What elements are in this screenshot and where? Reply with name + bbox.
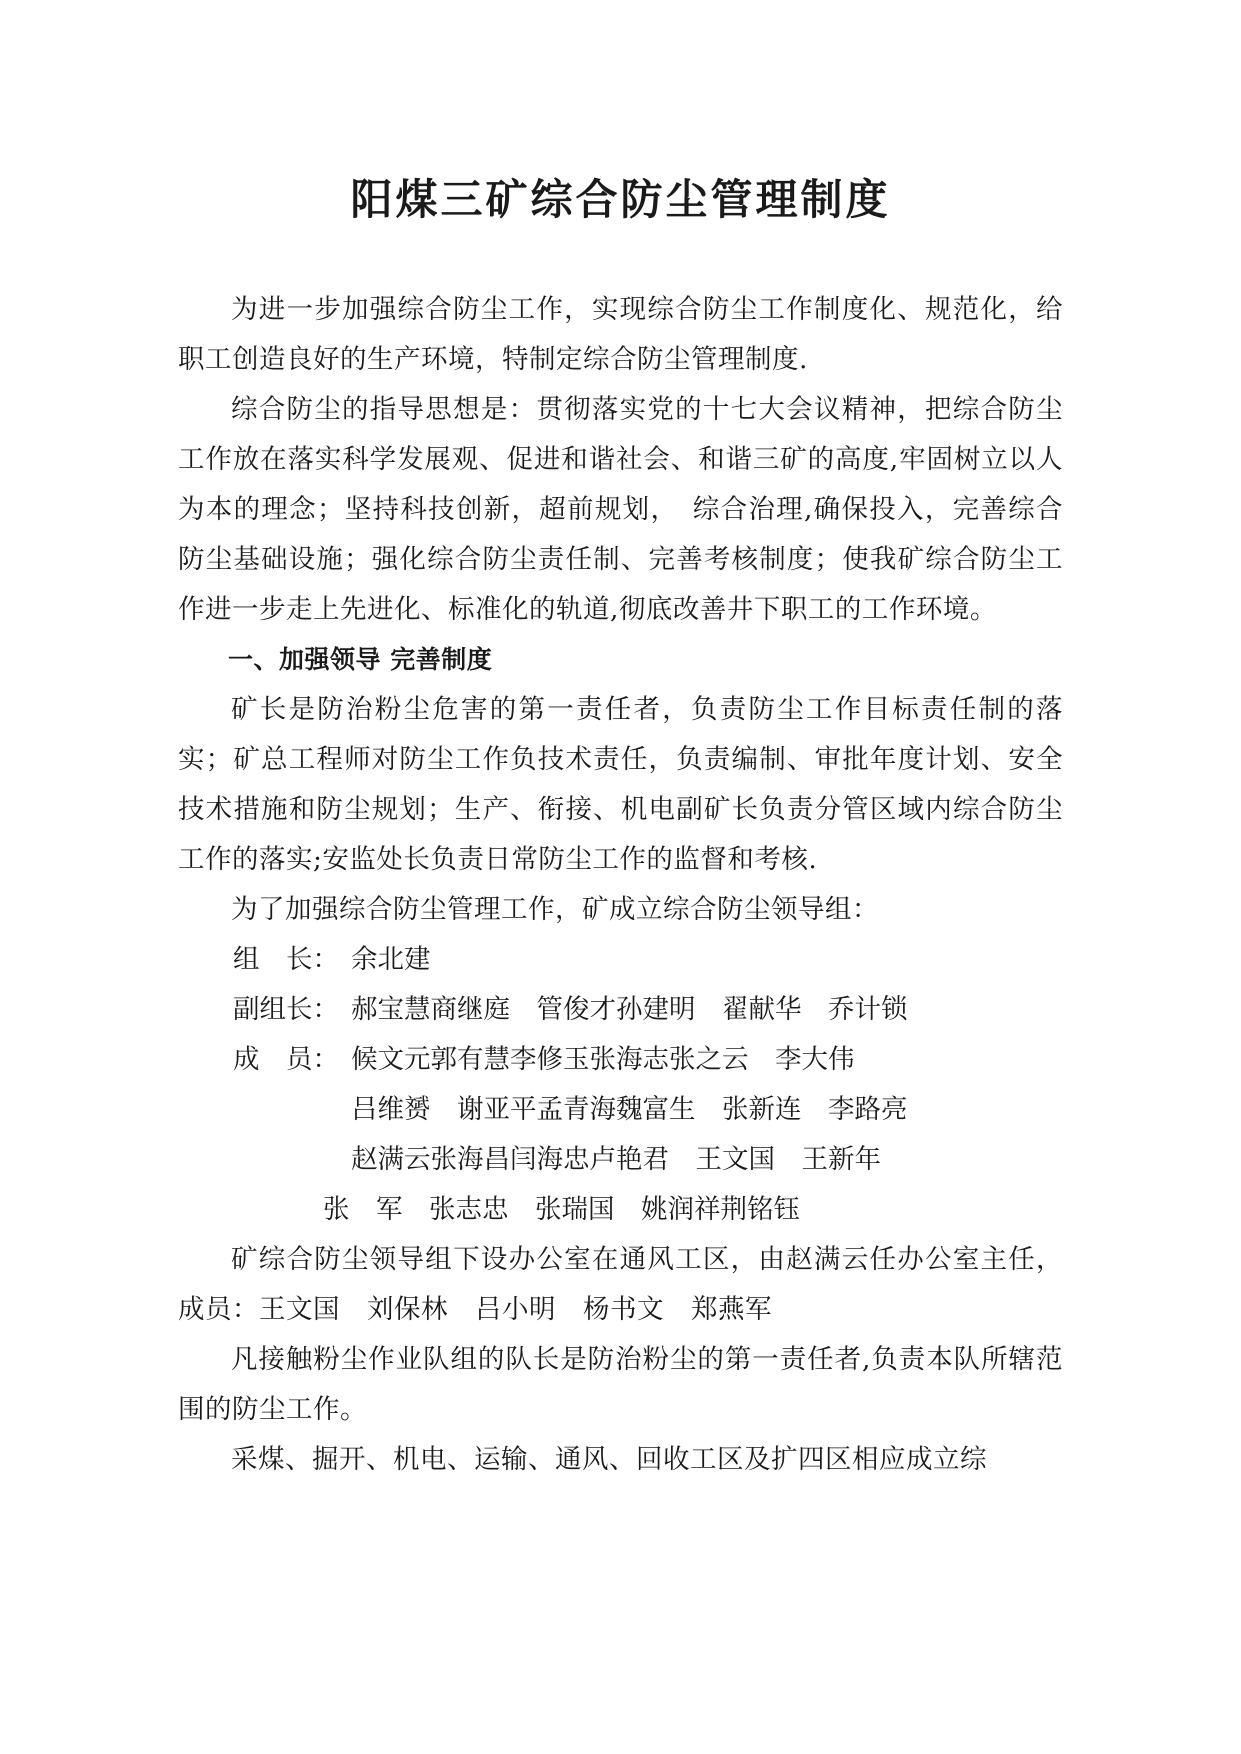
leader-role-label: 组 长：	[233, 944, 339, 975]
member-row-continued	[178, 1135, 1063, 1185]
paragraph-office: 矿综合防尘领导组下设办公室在通风工区，由赵满云任办公室主任，成员：王文国 刘保林 吕小明 杨书文 郑燕军	[178, 1244, 1063, 1325]
member-names-line: 候文元郭有慧李修玉张海志张之云 李大伟	[351, 1044, 855, 1075]
member-row	[178, 1035, 1063, 1085]
paragraph-intro: 为进一步加强综合防尘工作，实现综合防尘工作制度化、规范化，给职工创造良好的生产环境，特制定综合防尘管理制度.	[178, 294, 1063, 375]
member-row-continued	[178, 1185, 1063, 1235]
member-names-line: 赵满云张海昌闫海忠卢艳君 王文国 王新年	[351, 1144, 881, 1175]
document-title: 阳煤三矿综合防尘管理制度	[350, 175, 891, 224]
document-body	[178, 285, 1063, 1485]
deputy-names: 郝宝慧商继庭 管俊才孙建明 翟献华 乔计锁	[351, 994, 908, 1025]
paragraph-group-intro: 为了加强综合防尘管理工作，矿成立综合防尘领导组：	[231, 894, 879, 925]
paragraph-team-leader: 凡接触粉尘作业队组的队长是防治粉尘的第一责任者,负责本队所辖范围的防尘工作。	[178, 1344, 1063, 1425]
deputy-row	[178, 985, 1063, 1035]
member-names-line: 吕维赟 谢亚平孟青海魏富生 张新连 李路亮	[351, 1094, 908, 1125]
section-heading: 一、加强领导 完善制度	[228, 645, 493, 674]
member-role-label: 成 员：	[233, 1044, 339, 1075]
paragraph-guiding-thought: 综合防尘的指导思想是：贯彻落实党的十七大会议精神，把综合防尘工作放在落实科学发展观、促进和谐社会、和谐三矿的高度,牢固树立以人为本的理念；坚持科技创新，超前规划， 综合治理,确保投入，完善综合防尘基础设施；强化综合防尘责任制、完善考核制度；使我矿综合防尘工作进一步走上先进化、标准化的轨道,彻底改善井下职工的工作环境。	[178, 394, 1063, 625]
deputy-role-label: 副组长：	[233, 994, 339, 1025]
member-names-line: 张 军 张志忠 张瑞国 姚润祥荆铭钰	[323, 1194, 800, 1225]
paragraph-work-areas: 采煤、掘开、机电、运输、通风、回收工区及扩四区相应成立综	[231, 1444, 987, 1475]
paragraph-responsibility: 矿长是防治粉尘危害的第一责任者，负责防尘工作目标责任制的落实；矿总工程师对防尘工作负技术责任，负责编制、审批年度计划、安全技术措施和防尘规划；生产、衔接、机电副矿长负责分管区域内综合防尘工作的落实;安监处长负责日常防尘工作的监督和考核.	[178, 694, 1063, 875]
leader-row	[178, 935, 1063, 985]
leader-names: 余北建	[351, 944, 431, 975]
member-row-continued	[178, 1085, 1063, 1135]
